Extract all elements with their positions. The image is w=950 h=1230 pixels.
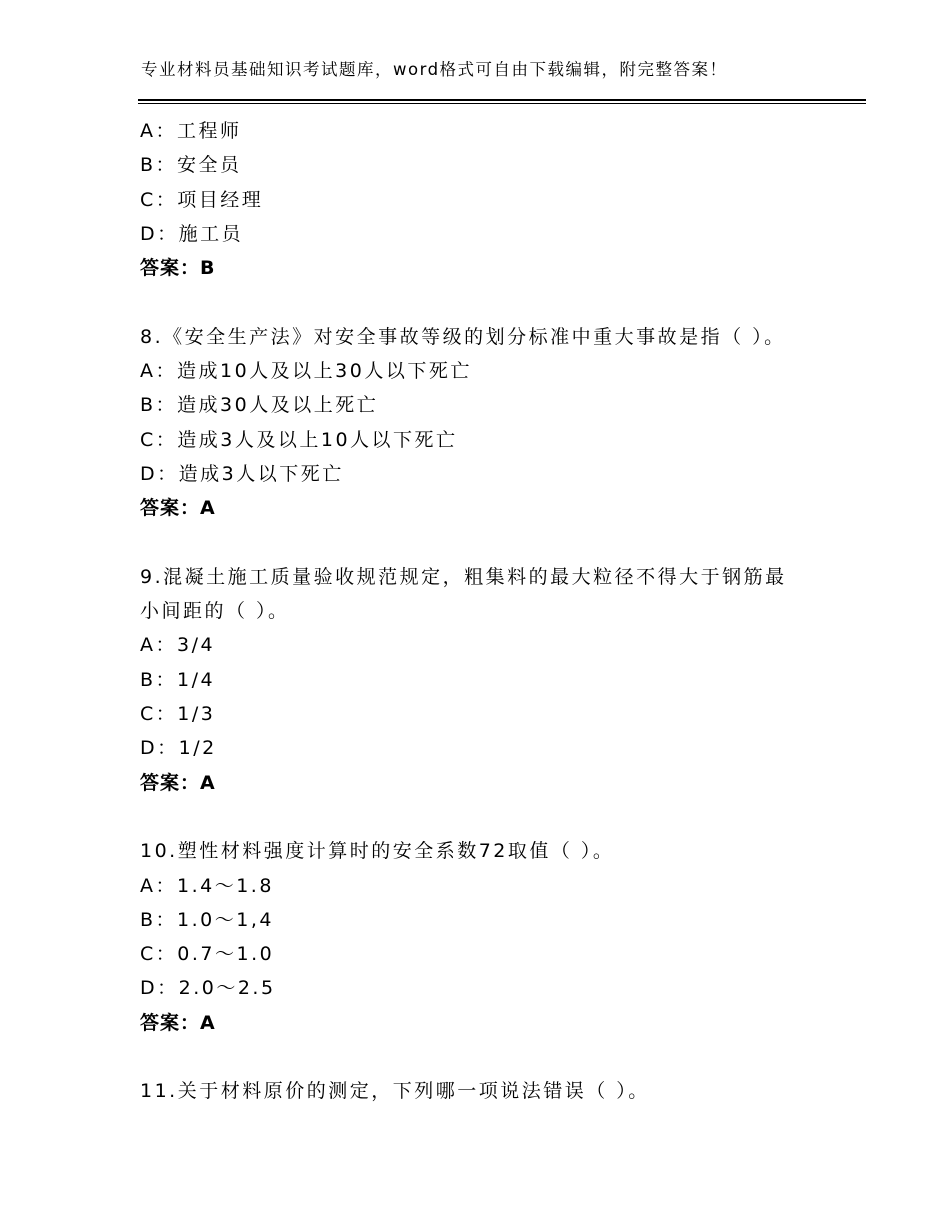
spacer — [140, 800, 840, 834]
option-d: D：施工员 — [140, 222, 244, 245]
question-stem: 9.混凝土施工质量验收规范规定，粗集料的最大粒径不得大于钢筋最 — [140, 565, 787, 588]
option-c: C：造成3人及以上10人以下死亡 — [140, 428, 458, 451]
answer-line: 答案：B — [140, 257, 216, 280]
option-b: B：安全员 — [140, 154, 242, 177]
header-rule-thin — [138, 103, 866, 104]
option-b: B：1.0～1,4 — [140, 908, 274, 931]
question-stem: 11.关于材料原价的测定，下列哪一项说法错误（ ）。 — [140, 1080, 650, 1103]
question-block — [140, 834, 840, 1040]
option-c: C：0.7～1.0 — [140, 943, 275, 966]
question-stem-continued: 小间距的（ ）。 — [140, 600, 290, 623]
question-block — [140, 320, 840, 526]
question-block — [140, 1074, 840, 1108]
option-a: A：工程师 — [140, 120, 242, 142]
option-b: B：1/4 — [140, 668, 216, 691]
option-d: D：造成3人以下死亡 — [140, 462, 344, 485]
spacer — [140, 526, 840, 560]
question-block — [140, 114, 840, 285]
question-stem: 8.《安全生产法》对安全事故等级的划分标准中重大事故是指（ ）。 — [140, 325, 786, 348]
header-rule-thick — [138, 99, 866, 101]
option-a: A：造成10人及以上30人以下死亡 — [140, 360, 472, 383]
answer-line: 答案：A — [140, 497, 216, 520]
option-d: D：2.0～2.5 — [140, 977, 276, 1000]
option-c: C：项目经理 — [140, 188, 264, 211]
option-d: D：1/2 — [140, 737, 217, 760]
spacer — [140, 285, 840, 319]
question-list — [140, 114, 840, 1109]
answer-line: 答案：A — [140, 1011, 216, 1034]
option-c: C：1/3 — [140, 703, 216, 726]
option-a: A：3/4 — [140, 634, 216, 657]
spacer — [140, 1040, 840, 1074]
question-stem: 10.塑性材料强度计算时的安全系数72取值（ ）。 — [140, 840, 615, 863]
option-b: B：造成30人及以上死亡 — [140, 394, 379, 417]
question-block — [140, 560, 840, 800]
answer-line: 答案：A — [140, 771, 216, 794]
page-header: 专业材料员基础知识考试题库，word格式可自由下载编辑，附完整答案！ — [141, 60, 728, 79]
option-a: A：1.4～1.8 — [140, 874, 274, 897]
